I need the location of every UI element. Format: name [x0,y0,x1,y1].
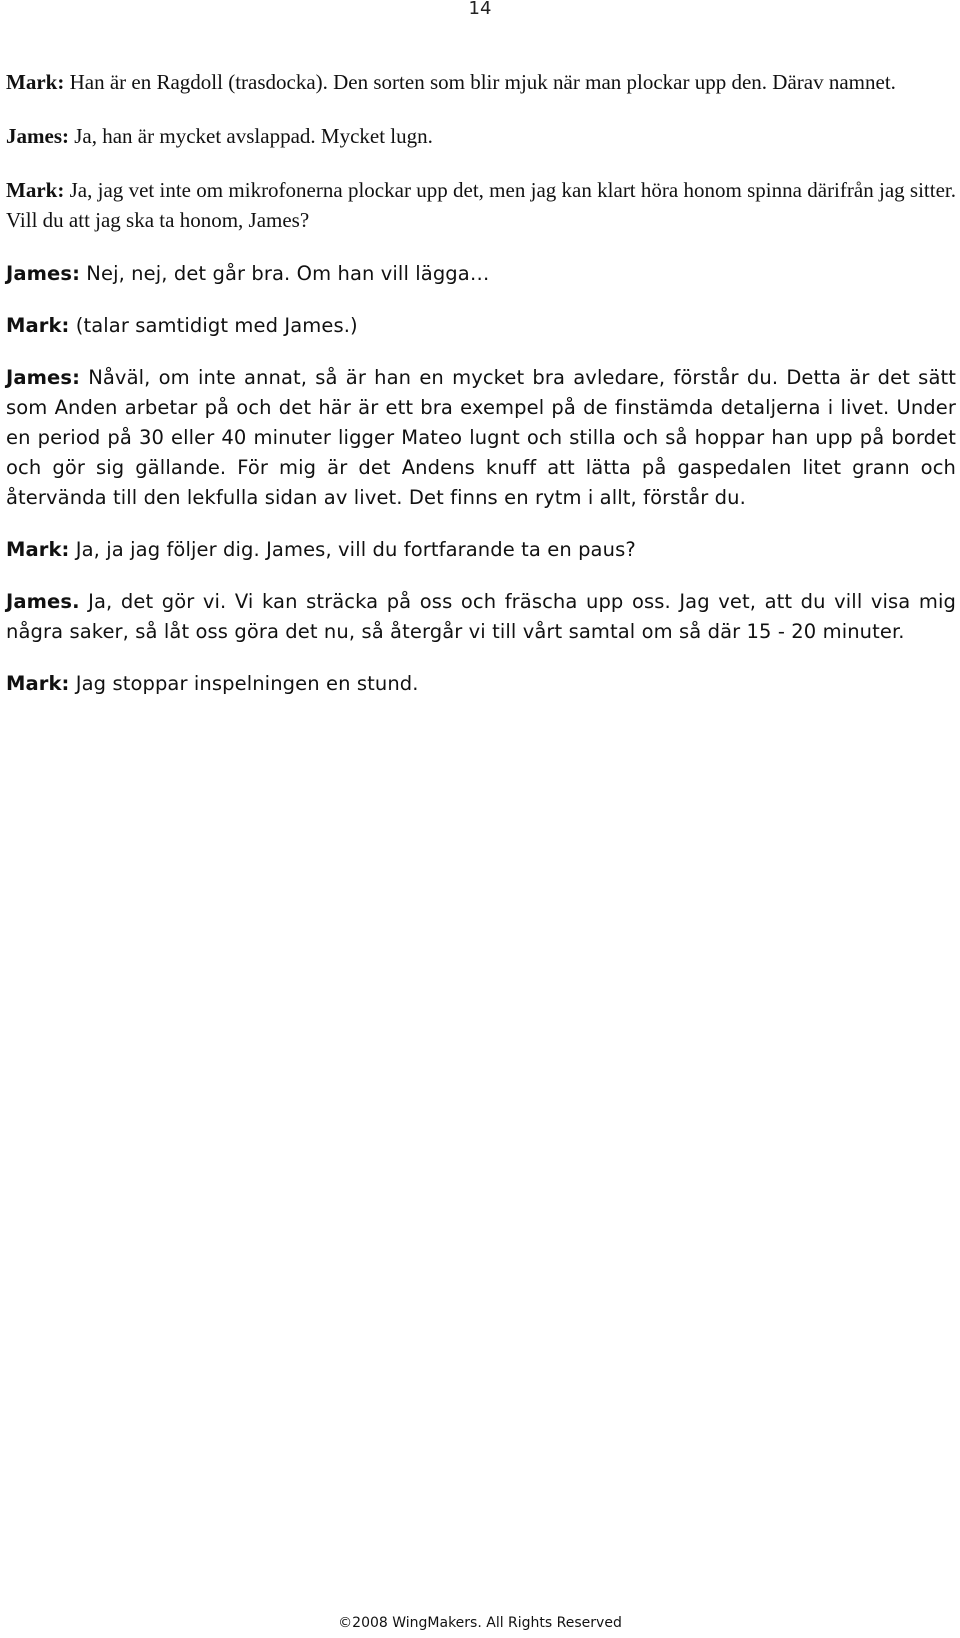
dialogue-text: Ja, det gör vi. Vi kan sträcka på oss och fräscha upp oss. Jag vet, att du vill visa mig några saker, så låt oss göra det nu, så återgår vi till vårt samtal om så där 15 - 20 minuter. [6,590,956,643]
dialogue-paragraph [6,535,956,565]
dialogue-text: Ja, ja jag följer dig. James, vill du fortfarande ta en paus? [75,538,636,561]
speaker-label: James. [6,590,80,613]
dialogue-text: Han är en Ragdoll (trasdocka). Den sorten som blir mjuk när man plockar upp den. Därav namnet. [69,70,896,94]
dialogue-text: Jag stoppar inspelningen en stund. [75,672,419,695]
speaker-label: Mark: [6,70,65,94]
page-number: 14 [468,0,492,19]
speaker-label: James: [6,366,80,389]
speaker-label: Mark: [6,314,70,337]
speaker-label: James: [6,124,69,148]
dialogue-text: Ja, jag vet inte om mikrofonerna plockar upp det, men jag kan klart höra honom spinna därifrån jag sitter. Vill du att jag ska ta honom, James? [6,178,956,232]
dialogue-paragraph [6,67,956,97]
dialogue-paragraph [6,175,956,235]
dialogue-text: (talar samtidigt med James.) [75,314,358,337]
copyright-footer: ©2008 WingMakers. All Rights Reserved [338,1615,622,1631]
speaker-label: Mark: [6,178,65,202]
speaker-label: Mark: [6,538,70,561]
dialogue-paragraph [6,121,956,151]
dialogue-paragraph [6,259,956,289]
dialogue-paragraph [6,311,956,341]
dialogue-text: Nej, nej, det går bra. Om han vill lägga… [86,262,490,285]
speaker-label: James: [6,262,80,285]
dialogue-paragraph [6,587,956,647]
speaker-label: Mark: [6,672,70,695]
dialogue-paragraph [6,669,956,699]
dialogue-text: Nåväl, om inte annat, så är han en mycket bra avledare, förstår du. Detta är det sätt som Anden arbetar på och det här är ett bra exempel på de finstämda detaljerna i livet. Under en period på 30 eller 40 minuter ligger Mateo lugnt och stilla och så hoppar han upp på bordet och gör sig gällande. För mig är det Andens knuff att lätta på gaspedalen litet grann och återvända till den lekfulla sidan av livet. Det finns en rytm i allt, förstår du. [6,366,956,509]
transcript-body [6,67,956,721]
dialogue-text: Ja, han är mycket avslappad. Mycket lugn. [74,124,433,148]
dialogue-paragraph [6,363,956,513]
